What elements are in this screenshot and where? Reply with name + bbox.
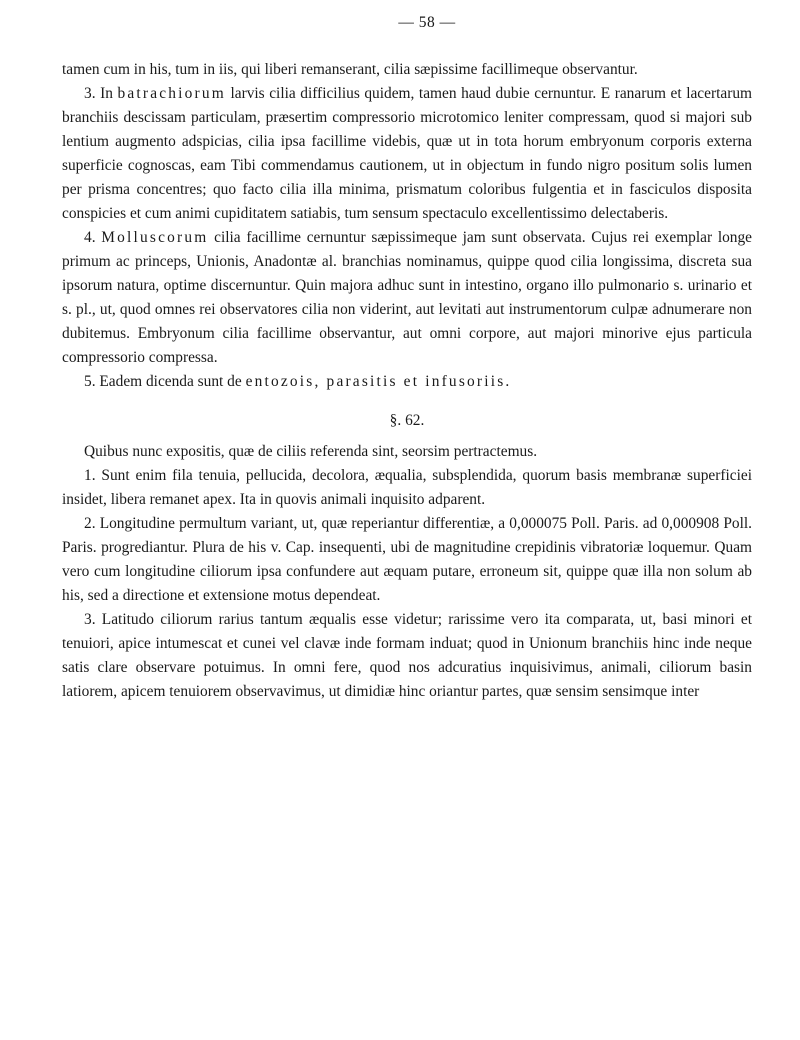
section-heading: §. 62. bbox=[389, 412, 425, 429]
paragraph-5-terms: entozois, parasitis et infusoriis. bbox=[245, 373, 512, 390]
paragraph-4-molluscs bbox=[62, 226, 752, 370]
paragraph-3-batrachians bbox=[62, 82, 752, 226]
paragraph-5-entozoa bbox=[62, 370, 752, 394]
paragraph-3-width: 3. Latitudo ciliorum rarius tantum æqualis esse videtur; rarissime vero ita comparata, ut, basi minori et tenuiori, apice intumescat et cunei vel clavæ inde formam induat; quod in Unionum branchiis hinc inde neque satis clare observare potuimus. In omni fere, quod nos adcuratius inquisivimus, animali, ciliorum basin latiorem, apicem tenuiorem observavimus, ut dimidiæ hinc oriantur partes, quæ sensim sensimque inter bbox=[62, 611, 752, 700]
page-number: — 58 — bbox=[398, 14, 456, 31]
paragraph-3-term: batrachiorum bbox=[117, 85, 226, 102]
paragraph-intro: Quibus nunc expositis, quæ de ciliis referenda sint, seorsim pertractemus. bbox=[84, 443, 538, 460]
document-page bbox=[62, 14, 752, 704]
paragraph-continuation: tamen cum in his, tum in iis, qui liberi remanserant, cilia sæpissime facillimeque observantur. bbox=[62, 61, 638, 78]
paragraph-3-text: larvis cilia difficilius quidem, tamen haud dubie cernuntur. E ranarum et lacertarum branchiis descissam particulam, præsertim compressorio microtomico leniter compressam, quod si majori sub lentium augmento adspicias, cilia ipsa facillime videbis, quæ ut in tota horum embryonum corporis externa superficie cognoscas, eam Tibi commendamus cautionem, ut in objectum in fundo nigro positum solis lumen per prisma concentres; quo facto cilia illa minima, prismatum coloribus fulgentia et in fasciculos disposita conspicies et cum animi cupiditatem satiabis, tum sensum spectaculo excellentissimo delectaberis. bbox=[62, 85, 752, 222]
paragraph-4-number: 4. bbox=[84, 229, 102, 246]
paragraph-1-filaments: 1. Sunt enim fila tenuia, pellucida, decolora, æqualia, subsplendida, quorum basis membranæ superficiei insidet, libera remanet apex. Ita in quovis animali inquisito adparent. bbox=[62, 467, 752, 508]
paragraph-4-term: Molluscorum bbox=[101, 229, 209, 246]
paragraph-2-length: 2. Longitudine permultum variant, ut, quæ reperiantur differentiæ, a 0,000075 Poll. Paris. ad 0,000908 Poll. Paris. progrediantur. Plura de his v. Cap. insequenti, ubi de magnitudine crepidinis vibratoriæ loquemur. Quam vero cum longitudine ciliorum ipsa confundere aut æquam putare, erroneum sit, quippe quæ illa non solum ab his, sed a directione et extensione motus dependeat. bbox=[62, 515, 752, 604]
paragraph-4-text: cilia facillime cernuntur sæpissimeque jam sunt observata. Cujus rei exemplar longe primum ac princeps, Unionis, Anadontæ al. branchias nominamus, quippe quod cilia longissima, discreta sua ipsorum natura, optime discernuntur. Quin majora adhuc sunt in intestino, organo illo pulmonario s. urinario et s. pl., ut, quod omnes rei observatores cilia non viderint, aut levitati aut instrumentorum culpæ adnumerare non dubitemus. Embryonum cilia facillime observantur, aut omni corpore, aut majori minorive ejus particula compressorio compressa. bbox=[62, 229, 753, 366]
paragraph-3-number: 3. In bbox=[84, 85, 118, 102]
paragraph-5-text: 5. Eadem dicenda sunt de bbox=[84, 373, 246, 390]
